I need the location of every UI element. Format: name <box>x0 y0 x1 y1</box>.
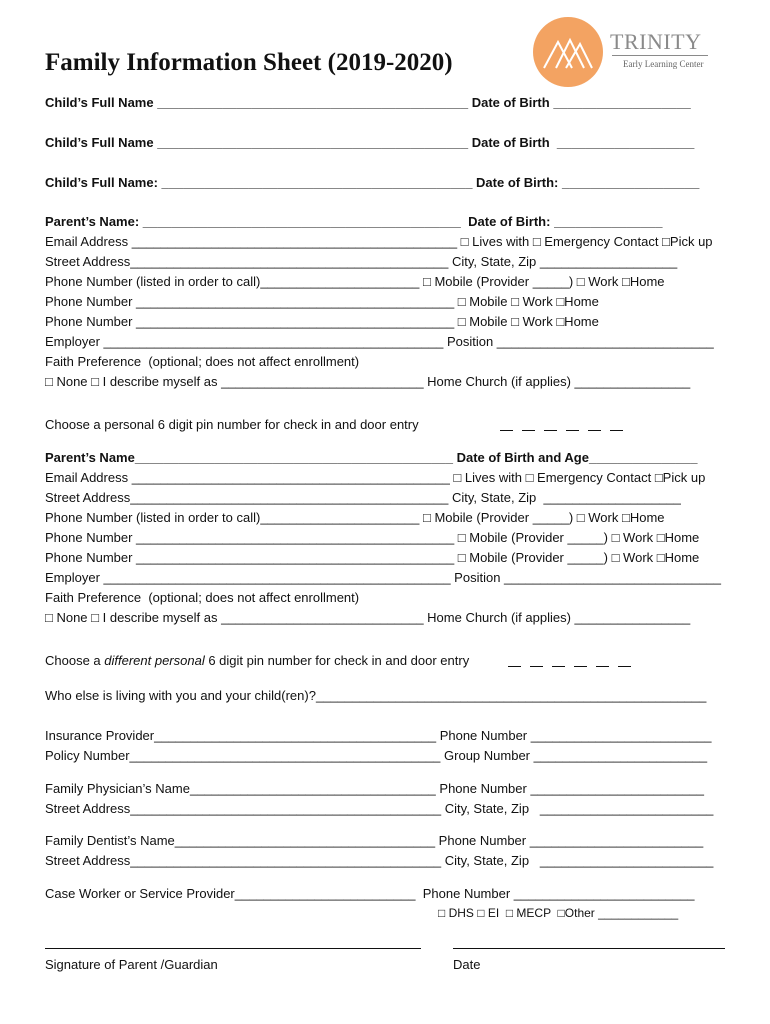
parent1-employer-line[interactable]: Employer _______________________________________________ Position ______________________________ <box>45 334 714 349</box>
child2-line[interactable]: Child’s Full Name ___________________________________________ Date of Birth ___________________ <box>45 135 695 150</box>
date-label: Date <box>453 957 481 972</box>
parent2-phone3-line[interactable]: Phone Number ____________________________________________ □ Mobile (Provider _____) □ Work □Home <box>45 550 700 565</box>
pin2-label <box>45 653 469 669</box>
child1-line[interactable]: Child’s Full Name ___________________________________________ Date of Birth ___________________ <box>45 95 691 110</box>
pin2-prefix: Choose a <box>45 653 105 668</box>
parent1-faith-label: Faith Preference (optional; does not affect enrollment) <box>45 354 360 369</box>
parent1-phone1-line[interactable]: Phone Number (listed in order to call)______________________ □ Mobile (Provider _____) □ Work □Home <box>45 274 665 289</box>
parent2-phone2-line[interactable]: Phone Number ____________________________________________ □ Mobile (Provider _____) □ Work □Home <box>45 530 700 545</box>
parent1-name-line[interactable]: Parent’s Name: ____________________________________________ Date of Birth: _______________ <box>45 214 663 229</box>
parent2-faith-label: Faith Preference (optional; does not affect enrollment) <box>45 590 360 605</box>
pin1-label: Choose a personal 6 digit pin number for check in and door entry <box>45 417 419 432</box>
parent1-address-line[interactable]: Street Address____________________________________________ City, State, Zip ___________________ <box>45 254 678 269</box>
physician-address-line[interactable]: Street Address___________________________________________ City, State, Zip ________________________ <box>45 801 714 816</box>
program-checkboxes[interactable]: □ DHS □ EI □ MECP □Other ____________ <box>438 906 679 920</box>
physician-line[interactable]: Family Physician’s Name__________________________________ Phone Number ________________________ <box>45 781 704 796</box>
child3-line[interactable]: Child’s Full Name: ___________________________________________ Date of Birth: ___________________ <box>45 175 700 190</box>
case-worker-line[interactable]: Case Worker or Service Provider_________________________ Phone Number _________________________ <box>45 886 695 901</box>
policy-number-line[interactable]: Policy Number___________________________________________ Group Number ________________________ <box>45 748 708 763</box>
parent2-email-line[interactable]: Email Address ____________________________________________ □ Lives with □ Emergency Contact □Pick up <box>45 470 706 485</box>
date-line[interactable] <box>453 948 725 949</box>
logo-brand-name: TRINITY <box>610 29 702 54</box>
parent2-faith-options[interactable]: □ None □ I describe myself as ____________________________ Home Church (if applies) ________________ <box>45 610 691 625</box>
dentist-address-line[interactable]: Street Address___________________________________________ City, State, Zip ________________________ <box>45 853 714 868</box>
logo-divider <box>612 55 708 56</box>
parent1-phone2-line[interactable]: Phone Number ____________________________________________ □ Mobile □ Work □Home <box>45 294 599 309</box>
pin1-entry[interactable] <box>500 430 623 431</box>
page-title: Family Information Sheet (2019-2020) <box>45 49 453 76</box>
dentist-line[interactable]: Family Dentist’s Name____________________________________ Phone Number ________________________ <box>45 833 704 848</box>
parent1-email-line[interactable]: Email Address _____________________________________________ □ Lives with □ Emergency Contact □Pick up <box>45 234 713 249</box>
insurance-provider-line[interactable]: Insurance Provider_______________________________________ Phone Number _________________________ <box>45 728 712 743</box>
parent2-employer-line[interactable]: Employer ________________________________________________ Position ______________________________ <box>45 570 721 585</box>
parent2-name-line[interactable]: Parent’s Name____________________________________________ Date of Birth and Age_______________ <box>45 450 698 465</box>
pin2-emphasis: different personal <box>104 653 205 668</box>
pin2-entry[interactable] <box>508 666 631 667</box>
logo-subtitle: Early Learning Center <box>623 59 704 69</box>
trinity-logo-icon <box>532 16 604 88</box>
signature-label: Signature of Parent /Guardian <box>45 957 218 972</box>
parent2-address-line[interactable]: Street Address____________________________________________ City, State, Zip ___________________ <box>45 490 681 505</box>
parent1-faith-options[interactable]: □ None □ I describe myself as ____________________________ Home Church (if applies) ________________ <box>45 374 691 389</box>
household-line[interactable]: Who else is living with you and your child(ren)?______________________________________________________ <box>45 688 707 703</box>
signature-line[interactable] <box>45 948 421 949</box>
pin2-suffix: 6 digit pin number for check in and door entry <box>204 653 470 668</box>
parent2-phone1-line[interactable]: Phone Number (listed in order to call)______________________ □ Mobile (Provider _____) □ Work □Home <box>45 510 665 525</box>
parent1-phone3-line[interactable]: Phone Number ____________________________________________ □ Mobile □ Work □Home <box>45 314 599 329</box>
